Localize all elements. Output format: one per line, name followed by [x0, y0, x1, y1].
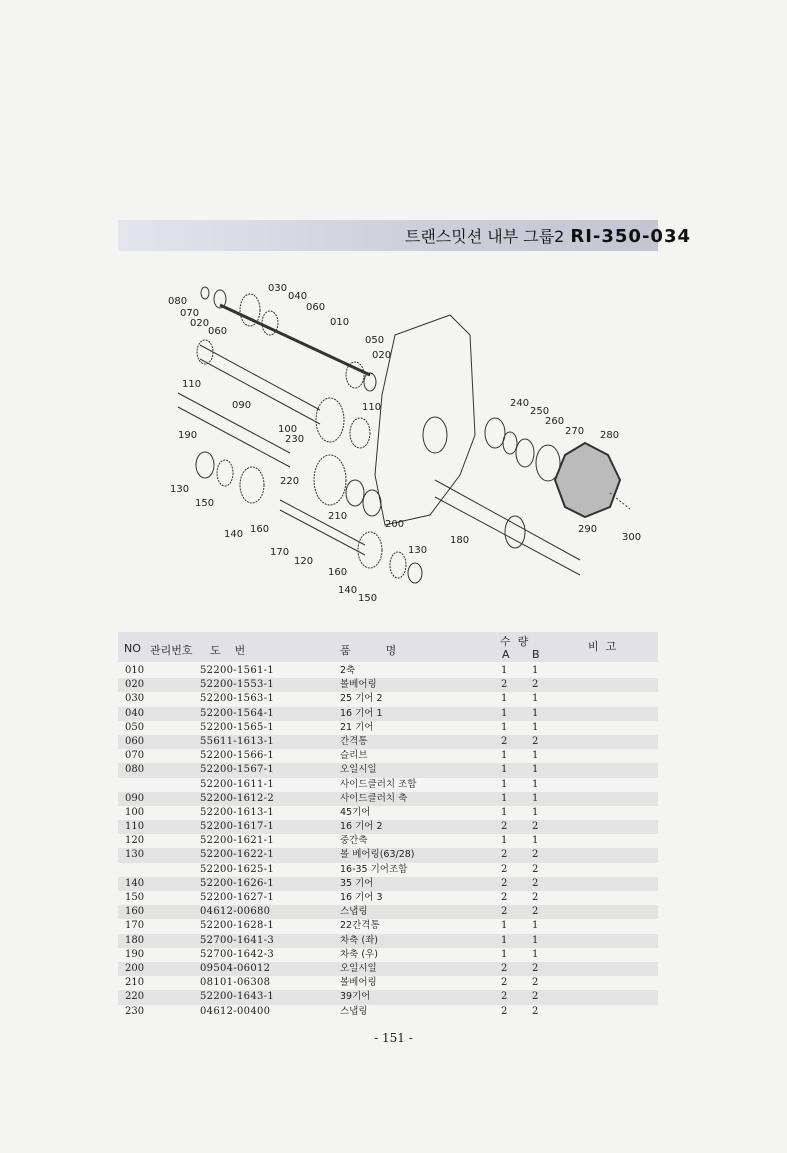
row-part-number: 52200-1567-1: [200, 764, 274, 776]
row-part-number: 04612-00680: [200, 906, 271, 918]
row-qty-b: 2: [532, 849, 539, 861]
row-part-number: 52200-1643-1: [200, 991, 274, 1003]
row-part-name: 볼베어링: [340, 977, 377, 989]
callout-label: 060: [208, 326, 228, 337]
callout-label: 120: [294, 556, 314, 567]
table-row: [118, 919, 658, 933]
row-qty-b: 2: [532, 1005, 539, 1017]
callout-label: 280: [600, 430, 620, 441]
table-row: [118, 806, 658, 820]
row-no: 080: [125, 764, 145, 776]
table-row: [118, 707, 658, 721]
row-qty-a: 1: [501, 934, 508, 946]
col-drawing: 도 번: [210, 644, 246, 657]
table-row: [118, 778, 658, 792]
row-qty-a: 1: [501, 806, 508, 818]
callout-label: 290: [578, 524, 598, 535]
shaft-010: [220, 305, 370, 375]
gear-110-left: [197, 340, 213, 364]
row-part-name: 차축 (좌): [340, 934, 378, 946]
callout-label: 010: [330, 317, 350, 328]
exploded-parts-diagram: [160, 275, 650, 605]
table-row: [118, 848, 658, 862]
callout-label: 140: [224, 529, 244, 540]
row-part-name: 16 기어 3: [340, 892, 383, 903]
row-qty-a: 1: [501, 835, 508, 847]
parts-table-header: [118, 632, 658, 662]
row-qty-b: 2: [532, 863, 539, 875]
page-title: [405, 224, 691, 247]
row-part-number: 04612-00400: [200, 1005, 271, 1017]
row-qty-b: 1: [532, 707, 539, 719]
callout-label: 270: [565, 426, 585, 437]
callout-label: 130: [408, 545, 428, 556]
row-no: 160: [125, 906, 145, 918]
seal-240: [485, 418, 505, 448]
row-no: 020: [125, 679, 145, 691]
row-qty-b: 1: [532, 750, 539, 762]
row-part-name: 39기어: [340, 991, 371, 1003]
row-qty-b: 1: [532, 693, 539, 705]
callout-label: 080: [168, 296, 188, 307]
row-part-name: 사이드클러치 축: [340, 792, 408, 804]
callout-label: 170: [270, 547, 290, 558]
row-part-number: 52200-1612-2: [200, 792, 274, 804]
row-part-number: 52200-1628-1: [200, 920, 274, 932]
callout-label: 150: [195, 498, 215, 509]
row-qty-b: 2: [532, 877, 539, 889]
row-qty-b: 2: [532, 977, 539, 989]
row-part-number: 52200-1564-1: [200, 707, 274, 719]
row-part-number: 55611-1613-1: [200, 735, 274, 747]
callout-label: 190: [178, 430, 198, 441]
row-part-number: 52200-1561-1: [200, 665, 274, 676]
row-no: 170: [125, 920, 145, 932]
table-row: [118, 891, 658, 905]
table-row: [118, 990, 658, 1004]
col-note: 비 고: [588, 640, 617, 653]
callout-label: 300: [622, 532, 642, 543]
row-qty-a: 2: [501, 877, 508, 889]
row-qty-b: 2: [532, 962, 539, 974]
table-row: [118, 749, 658, 763]
row-qty-a: 1: [501, 721, 508, 733]
row-qty-b: 1: [532, 806, 539, 818]
row-qty-a: 2: [501, 892, 508, 903]
row-part-number: 52200-1617-1: [200, 821, 274, 833]
row-no: 210: [125, 977, 145, 989]
row-part-number: 08101-06308: [200, 977, 271, 989]
row-qty-a: 1: [501, 693, 508, 705]
row-part-name: 2축: [340, 665, 356, 676]
row-qty-b: 1: [532, 764, 539, 776]
gear-140-right: [358, 532, 382, 568]
row-qty-b: 1: [532, 920, 539, 932]
table-row: [118, 692, 658, 706]
row-no: 200: [125, 962, 145, 974]
row-qty-a: 1: [501, 792, 508, 804]
row-qty-a: 2: [501, 906, 508, 918]
part-080-ring: [201, 287, 209, 299]
row-qty-b: 2: [532, 892, 539, 903]
table-row: [118, 877, 658, 891]
callout-label: 160: [328, 567, 348, 578]
callout-label: 160: [250, 524, 270, 535]
col-qty-b: B: [532, 648, 540, 661]
callout-label: 110: [362, 402, 382, 413]
row-qty-b: 1: [532, 948, 539, 960]
row-no: 090: [125, 792, 145, 804]
row-qty-a: 1: [501, 665, 508, 676]
row-qty-a: 2: [501, 863, 508, 875]
row-part-name: 사이드클러치 조합: [340, 778, 417, 790]
title-text: 트랜스밋션 내부 그룹2: [404, 227, 565, 246]
table-row: [118, 735, 658, 749]
row-qty-b: 2: [532, 679, 539, 691]
row-no: 140: [125, 877, 145, 889]
table-row: [118, 863, 658, 877]
row-part-name: 볼 베어링(63/28): [340, 849, 415, 861]
col-no: NO: [124, 642, 141, 655]
callout-label: 100: [278, 424, 298, 435]
row-part-name: 중간축: [340, 835, 368, 847]
table-row: [118, 721, 658, 735]
table-row: [118, 820, 658, 834]
housing-bore: [423, 417, 447, 453]
row-part-name: 슬리브: [340, 750, 368, 762]
row-no: 100: [125, 806, 145, 818]
row-qty-a: 2: [501, 735, 508, 747]
callout-label: 250: [530, 406, 550, 417]
row-no: 120: [125, 835, 145, 847]
row-qty-b: 2: [532, 991, 539, 1003]
row-part-name: 오일시일: [340, 764, 377, 776]
row-part-number: 52200-1627-1: [200, 892, 274, 903]
row-part-number: 52200-1565-1: [200, 721, 274, 733]
row-part-name: 35 기어: [340, 877, 374, 889]
row-part-number: 52200-1621-1: [200, 835, 274, 847]
ring-250: [503, 432, 517, 454]
row-qty-b: 2: [532, 821, 539, 833]
row-qty-a: 1: [501, 750, 508, 762]
axle-180: [435, 480, 580, 575]
gear-220: [314, 455, 346, 505]
parts-table-body: [118, 664, 658, 1019]
row-qty-a: 2: [501, 821, 508, 833]
row-part-number: 52200-1553-1: [200, 679, 274, 691]
callout-label: 030: [268, 283, 288, 294]
row-qty-b: 1: [532, 835, 539, 847]
row-qty-a: 2: [501, 977, 508, 989]
callout-label: 200: [385, 519, 405, 530]
row-part-number: 52200-1625-1: [200, 863, 274, 875]
callout-label: 220: [280, 476, 300, 487]
shaft-090: [200, 345, 320, 424]
row-part-name: 간격통: [340, 735, 368, 747]
callout-label: 110: [182, 379, 202, 390]
row-part-name: 스냅링: [340, 906, 368, 918]
col-mgmt: 관리번호: [150, 644, 193, 657]
table-row: [118, 678, 658, 692]
callout-label: 210: [328, 511, 348, 522]
table-row: [118, 976, 658, 990]
row-part-number: 52700-1641-3: [200, 934, 274, 946]
callout-label: 050: [365, 335, 385, 346]
gear-150-left: [217, 460, 233, 486]
table-row: [118, 948, 658, 962]
row-part-name: 차축 (우): [340, 948, 378, 960]
callout-label: 090: [232, 400, 252, 411]
page-number: - 151 -: [374, 1031, 413, 1045]
row-no: 060: [125, 735, 145, 747]
gear-110-right: [350, 418, 370, 448]
row-no: 220: [125, 991, 145, 1003]
row-no: 230: [125, 1005, 145, 1017]
row-qty-a: 2: [501, 679, 508, 691]
row-qty-b: 2: [532, 735, 539, 747]
row-qty-a: 2: [501, 962, 508, 974]
callout-label: 070: [180, 308, 200, 319]
callout-label: 130: [170, 484, 190, 495]
axle-hub: [505, 516, 525, 548]
table-row: [118, 763, 658, 777]
table-row: [118, 905, 658, 919]
row-part-name: 볼베어링: [340, 679, 377, 691]
row-no: 010: [125, 665, 145, 676]
callout-label: 140: [338, 585, 358, 596]
callout-label: 150: [358, 593, 378, 604]
table-row: [118, 934, 658, 948]
row-qty-b: 1: [532, 778, 539, 790]
row-part-number: 09504-06012: [200, 962, 271, 974]
bearing-130-right: [408, 563, 422, 583]
table-row: [118, 834, 658, 848]
ring-260: [516, 439, 534, 467]
row-qty-b: 1: [532, 934, 539, 946]
col-qty-a: A: [502, 648, 510, 661]
row-part-name: 스냅링: [340, 1005, 368, 1017]
callout-label: 240: [510, 398, 530, 409]
row-no: 130: [125, 849, 145, 861]
callout-label: 020: [190, 318, 210, 329]
title-code: RI-350-034: [570, 226, 691, 247]
callout-label: 180: [450, 535, 470, 546]
table-row: [118, 1005, 658, 1019]
row-qty-a: 1: [501, 920, 508, 932]
shaft-120: [280, 500, 365, 555]
row-no: 050: [125, 721, 145, 733]
callout-label: 040: [288, 291, 308, 302]
row-qty-a: 1: [501, 778, 508, 790]
row-qty-b: 1: [532, 665, 539, 676]
row-qty-b: 1: [532, 721, 539, 733]
row-part-number: 52200-1613-1: [200, 806, 274, 818]
row-part-name: 25 기어 2: [340, 693, 383, 705]
row-qty-a: 2: [501, 991, 508, 1003]
row-no: 030: [125, 693, 145, 705]
row-part-number: 52200-1563-1: [200, 693, 274, 705]
row-part-name: 22간격통: [340, 920, 380, 932]
gear-150-right: [390, 552, 406, 578]
table-row: [118, 792, 658, 806]
row-part-number: 52700-1642-3: [200, 948, 274, 960]
col-name: 품 명: [340, 644, 397, 657]
gear-100: [316, 398, 344, 442]
row-no: 110: [125, 821, 145, 833]
row-qty-a: 1: [501, 764, 508, 776]
gear-140-left: [240, 467, 264, 503]
row-qty-a: 1: [501, 948, 508, 960]
row-qty-a: 1: [501, 707, 508, 719]
callout-label: 020: [372, 350, 392, 361]
row-qty-a: 2: [501, 1005, 508, 1017]
row-part-number: 52200-1622-1: [200, 849, 274, 861]
row-qty-b: 2: [532, 906, 539, 918]
row-part-name: 16 기어 2: [340, 821, 383, 833]
row-no: 190: [125, 948, 145, 960]
row-part-number: 52200-1566-1: [200, 750, 274, 762]
row-part-name: 21 기어: [340, 721, 374, 733]
row-no: 180: [125, 934, 145, 946]
row-part-name: 45기어: [340, 806, 371, 818]
callout-label: 060: [306, 302, 326, 313]
table-row: [118, 962, 658, 976]
row-part-name: 16 기어 1: [340, 707, 383, 719]
callout-label: 260: [545, 416, 565, 427]
callout-label: 230: [285, 434, 305, 445]
row-part-number: 52200-1626-1: [200, 877, 274, 889]
row-no: 070: [125, 750, 145, 762]
bearing-210: [346, 480, 364, 506]
bearing-020: [364, 373, 376, 391]
row-part-number: 52200-1611-1: [200, 778, 274, 790]
table-row: [118, 664, 658, 678]
row-part-name: 16-35 기어조합: [340, 863, 408, 875]
row-no: 040: [125, 707, 145, 719]
col-qty: 수 량: [500, 635, 529, 648]
row-no: 150: [125, 892, 145, 903]
sprocket-280: [555, 443, 620, 517]
bearing-130-left: [196, 452, 214, 478]
row-qty-b: 1: [532, 792, 539, 804]
row-part-name: 오일시일: [340, 962, 377, 974]
row-qty-a: 2: [501, 849, 508, 861]
